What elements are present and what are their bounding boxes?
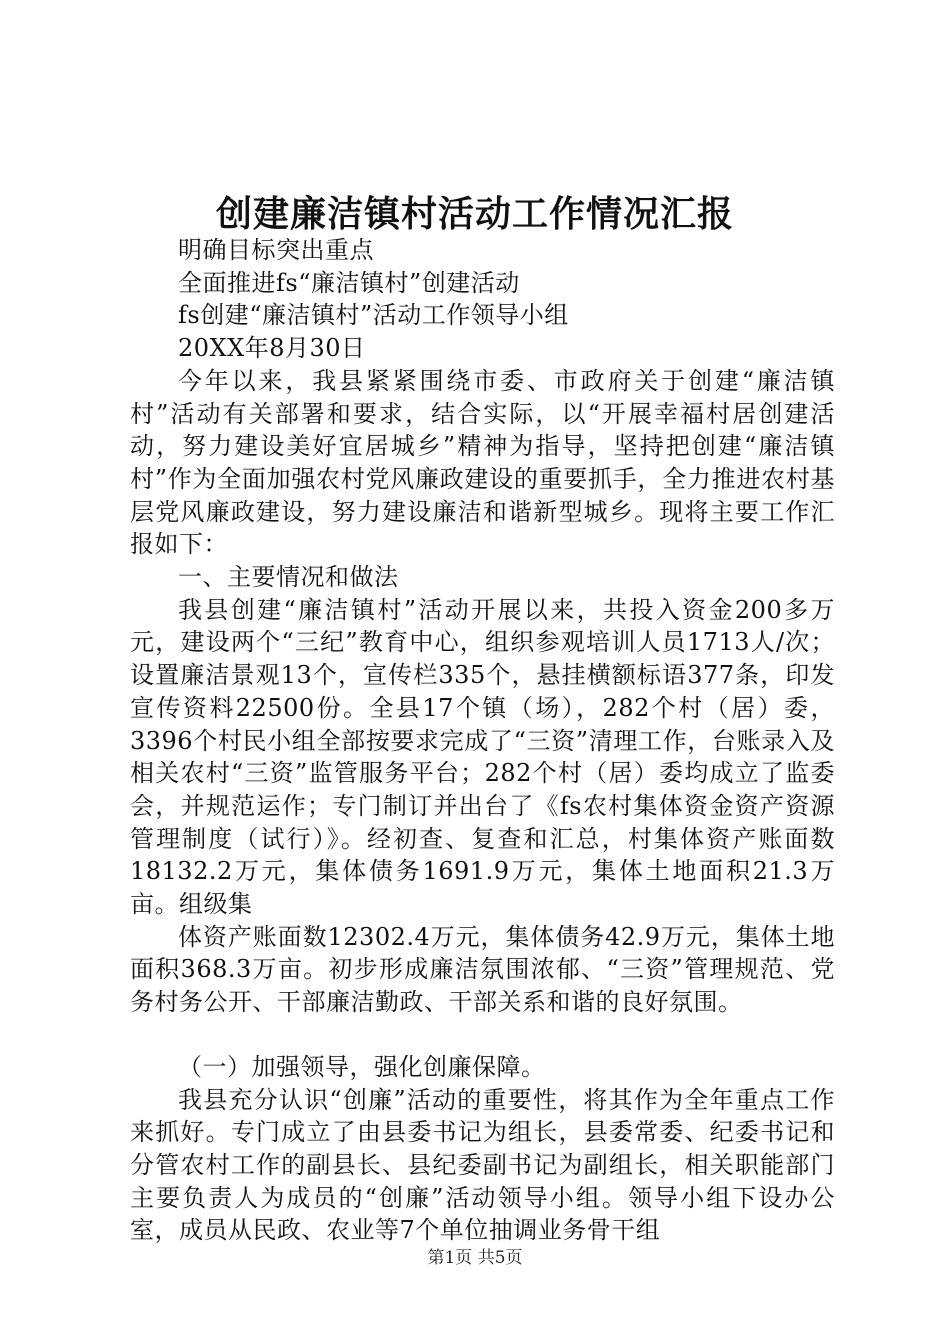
intro-paragraph: 今年以来，我县紧紧围绕市委、市政府关于创建“廉洁镇村”活动有关部署和要求，结合实际，以“开展幸福村居创建活动，努力建设美好宜居城乡”精神为指导，坚持把创建“廉洁镇村”作为全面加强农村党风廉政建设的重要抓手，全力推进农村基层党风廉政建设，努力建设廉洁和谐新型城乡。现将主要工作汇报如下： — [130, 366, 835, 559]
subtitle-line: 全面推进fs“廉洁镇村”创建活动 — [178, 268, 520, 297]
subsection-heading: （一）加强领导，强化创廉保障。 — [178, 1052, 546, 1081]
author-line: fs创建“廉洁镇村”活动工作领导小组 — [178, 301, 569, 330]
date-line: 20XX年8月30日 — [178, 334, 366, 363]
body-paragraph: 我县充分认识“创廉”活动的重要性，将其作为全年重点工作来抓好。专门成立了由县委书记为组长，县委常委、纪委书记和分管农村工作的副县长、县纪委副书记为副组长，相关职能部门主要负责人为成员的“创廉”活动领导小组。领导小组下设办公室，成员从民政、农业等7个单位抽调业务骨干组 — [130, 1085, 835, 1245]
body-paragraph: 体资产账面数12302.4万元，集体债务42.9万元，集体土地面积368.3万亩。初步形成廉洁氛围浓郁、“三资”管理规范、党务村务公开、干部廉洁勤政、干部关系和谐的良好氛围。 — [130, 922, 835, 1017]
document-body — [130, 234, 835, 1247]
body-paragraph: 我县创建“廉洁镇村”活动开展以来，共投入资金200多万元，建设两个“三纪”教育中心，组织参观培训人员1713人/次；设置廉洁景观13个，宣传栏335个，悬挂横额标语377条，印发宣传资料22500份。全县17个镇（场），282个村（居）委，3396个村民小组全部按要求完成了“三资”清理工作，台账录入及相关农村“三资”监管服务平台；282个村（居）委均成立了监委会，并规范运作；专门制订并出台了《fs农村集体资金资产资源管理制度（试行）》。经初查、复查和汇总，村集体资产账面数18132.2万元，集体债务1691.9万元，集体土地面积21.3万亩。组级集 — [130, 595, 835, 919]
page-footer: 第1页 共5页 — [427, 1248, 523, 1268]
subtitle-line: 明确目标突出重点 — [178, 236, 374, 264]
document-title: 创建廉洁镇村活动工作情况汇报 — [215, 193, 734, 235]
section-heading: 一、主要情况和做法 — [178, 563, 399, 592]
